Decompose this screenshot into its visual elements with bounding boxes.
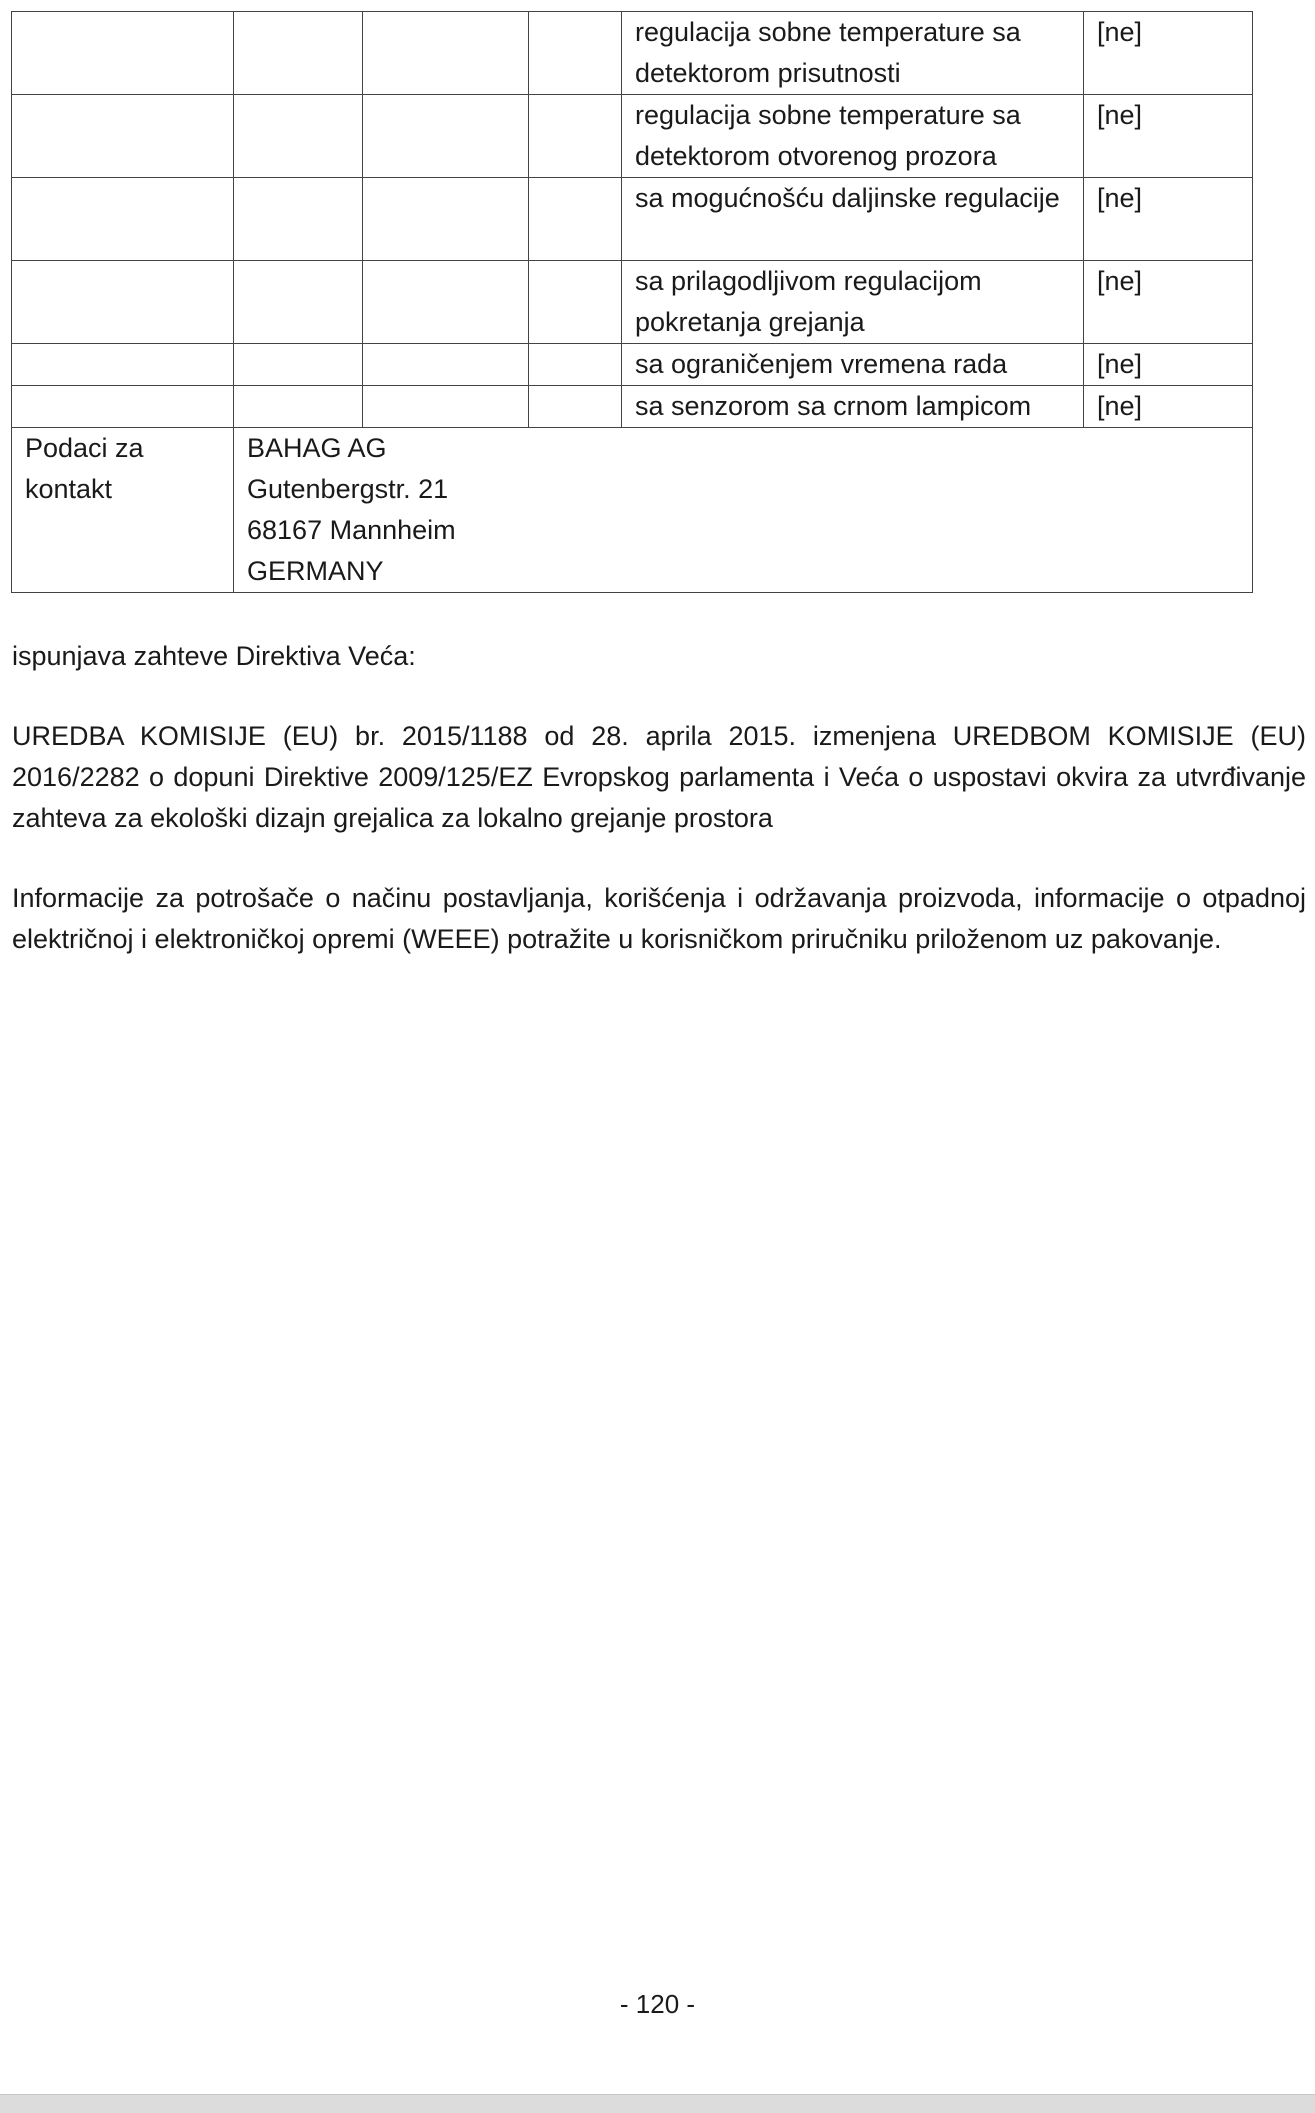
empty-cell <box>529 12 622 95</box>
spec-table <box>11 11 1253 593</box>
empty-cell <box>363 178 529 261</box>
empty-cell <box>529 261 622 344</box>
empty-cell <box>12 95 234 178</box>
feature-label: regulacija sobne temperature sa detektorom prisutnosti <box>622 12 1084 95</box>
empty-cell <box>363 386 529 428</box>
empty-cell <box>234 95 363 178</box>
table-row <box>12 12 1253 95</box>
table-row <box>12 386 1253 428</box>
empty-cell <box>12 386 234 428</box>
empty-cell <box>529 344 622 386</box>
feature-label: sa mogućnošću daljinske regulacije <box>622 178 1084 261</box>
empty-cell <box>234 386 363 428</box>
feature-value: [ne] <box>1084 95 1253 178</box>
contact-address <box>234 428 1253 593</box>
empty-cell <box>529 386 622 428</box>
contact-label: Podaci za kontakt <box>12 428 234 593</box>
viewer-bottom-bar <box>0 2094 1315 2113</box>
empty-cell <box>234 344 363 386</box>
contact-street: Gutenbergstr. 21 <box>247 474 449 504</box>
feature-value: [ne] <box>1084 12 1253 95</box>
table-row <box>12 344 1253 386</box>
empty-cell <box>363 344 529 386</box>
contact-country: GERMANY <box>247 556 384 586</box>
contact-city: 68167 Mannheim <box>247 515 456 545</box>
feature-value: [ne] <box>1084 344 1253 386</box>
feature-value: [ne] <box>1084 178 1253 261</box>
feature-label: sa ograničenjem vremena rada <box>622 344 1084 386</box>
contact-row <box>12 428 1253 593</box>
feature-value: [ne] <box>1084 386 1253 428</box>
empty-cell <box>234 12 363 95</box>
feature-label: sa senzorom sa crnom lampicom <box>622 386 1084 428</box>
empty-cell <box>529 95 622 178</box>
empty-cell <box>234 261 363 344</box>
table-row <box>12 95 1253 178</box>
empty-cell <box>12 261 234 344</box>
feature-value: [ne] <box>1084 261 1253 344</box>
empty-cell <box>12 344 234 386</box>
empty-cell <box>12 178 234 261</box>
table-row <box>12 261 1253 344</box>
page-number: - 120 - <box>619 1989 696 2019</box>
empty-cell <box>363 95 529 178</box>
intro-text: ispunjava zahteve Direktiva Veća: <box>12 641 416 671</box>
feature-label: sa prilagodljivom regulacijom pokretanja grejanja <box>622 261 1084 344</box>
regulation-text: UREDBA KOMISIJE (EU) br. 2015/1188 od 28. aprila 2015. izmenjena UREDBOM KOMISIJE (EU) 2016/2282 o dopuni Direktive 2009/125/EZ Evropskog parlamenta i Veća o uspostavi okvira za utvrđivanje zahteva za ekološki dizajn grejalica za lokalno grejanje prostora <box>12 721 1306 833</box>
empty-cell <box>12 12 234 95</box>
empty-cell <box>529 178 622 261</box>
empty-cell <box>363 12 529 95</box>
consumer-info-text: Informacije za potrošače o načinu postavljanja, korišćenja i održavanja proizvoda, informacije o otpadnoj električnoj i elektroničkoj opremi (WEEE) potražite u korisničkom priručniku priloženom uz pakovanje. <box>12 883 1306 954</box>
empty-cell <box>234 178 363 261</box>
empty-cell <box>363 261 529 344</box>
feature-label: regulacija sobne temperature sa detektorom otvorenog prozora <box>622 95 1084 178</box>
table-row <box>12 178 1253 261</box>
contact-company: BAHAG AG <box>247 433 387 463</box>
